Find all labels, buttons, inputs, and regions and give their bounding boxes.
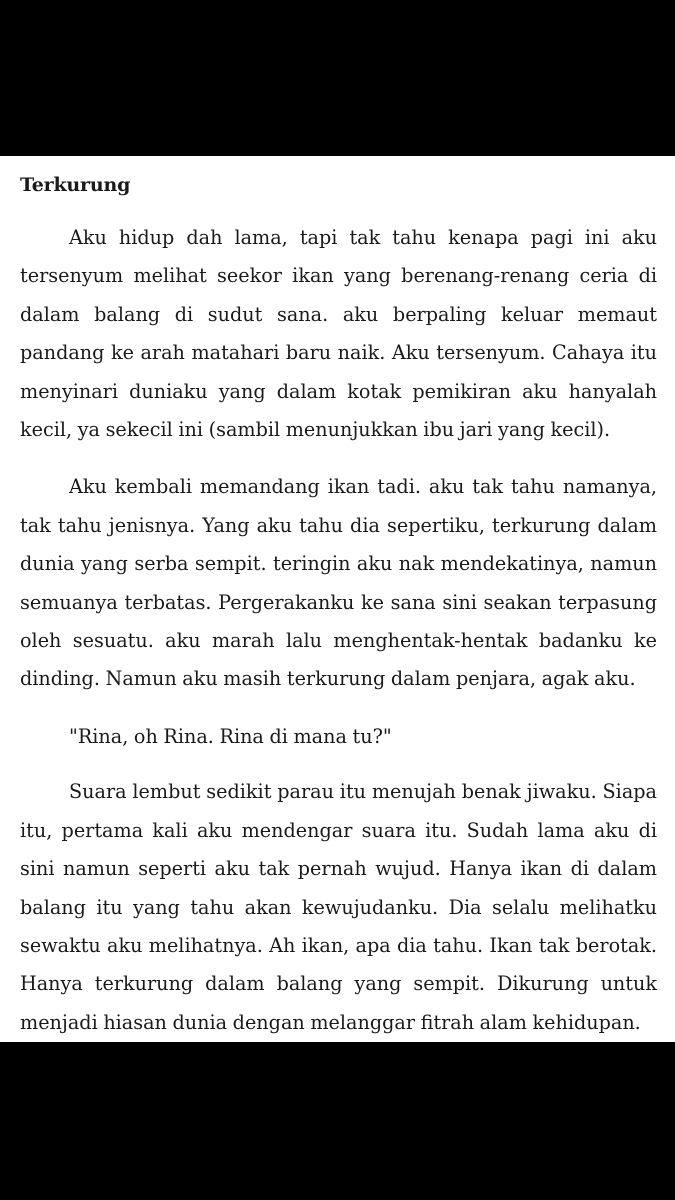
document-page [0, 156, 675, 1042]
paragraph-1: Aku hidup dah lama, tapi tak tahu kenapa pagi ini aku tersenyum melihat seekor ikan yang berenang-renang ceria di dalam balang di sudut sana. aku berpaling keluar memaut pandang ke arah matahari baru naik. Aku tersenyum. Cahaya itu menyinari duniaku yang dalam kotak pemikiran aku hanyalah kecil, ya sekecil ini (sambil menunjukkan ibu jari yang kecil). [20, 226, 657, 442]
story-title: Terkurung [20, 174, 131, 196]
paragraph-4: Suara lembut sedikit parau itu menujah benak jiwaku. Siapa itu, pertama kali aku mendengar suara itu. Sudah lama aku di sini namun seperti aku tak pernah wujud. Hanya ikan di dalam balang itu yang tahu akan kewujudanku. Dia selalu melihatku sewaktu aku melihatnya. Ah ikan, apa dia tahu. Ikan tak berotak. Hanya terkurung dalam balang yang sempit. Dikurung untuk menjadi hiasan dunia dengan melanggar fitrah alam kehidupan. [20, 780, 657, 1034]
paragraph-2: Aku kembali memandang ikan tadi. aku tak tahu namanya, tak tahu jenisnya. Yang aku tahu dia sepertiku, terkurung dalam dunia yang serba sempit. teringin aku nak mendekatinya, namun semuanya terbatas. Pergerakanku ke sana sini seakan terpasung oleh sesuatu. aku marah lalu menghentak-hentak badanku ke dinding. Namun aku masih terkurung dalam penjara, agak aku. [20, 475, 657, 691]
paragraph-3-dialogue: "Rina, oh Rina. Rina di mana tu?" [69, 724, 392, 748]
